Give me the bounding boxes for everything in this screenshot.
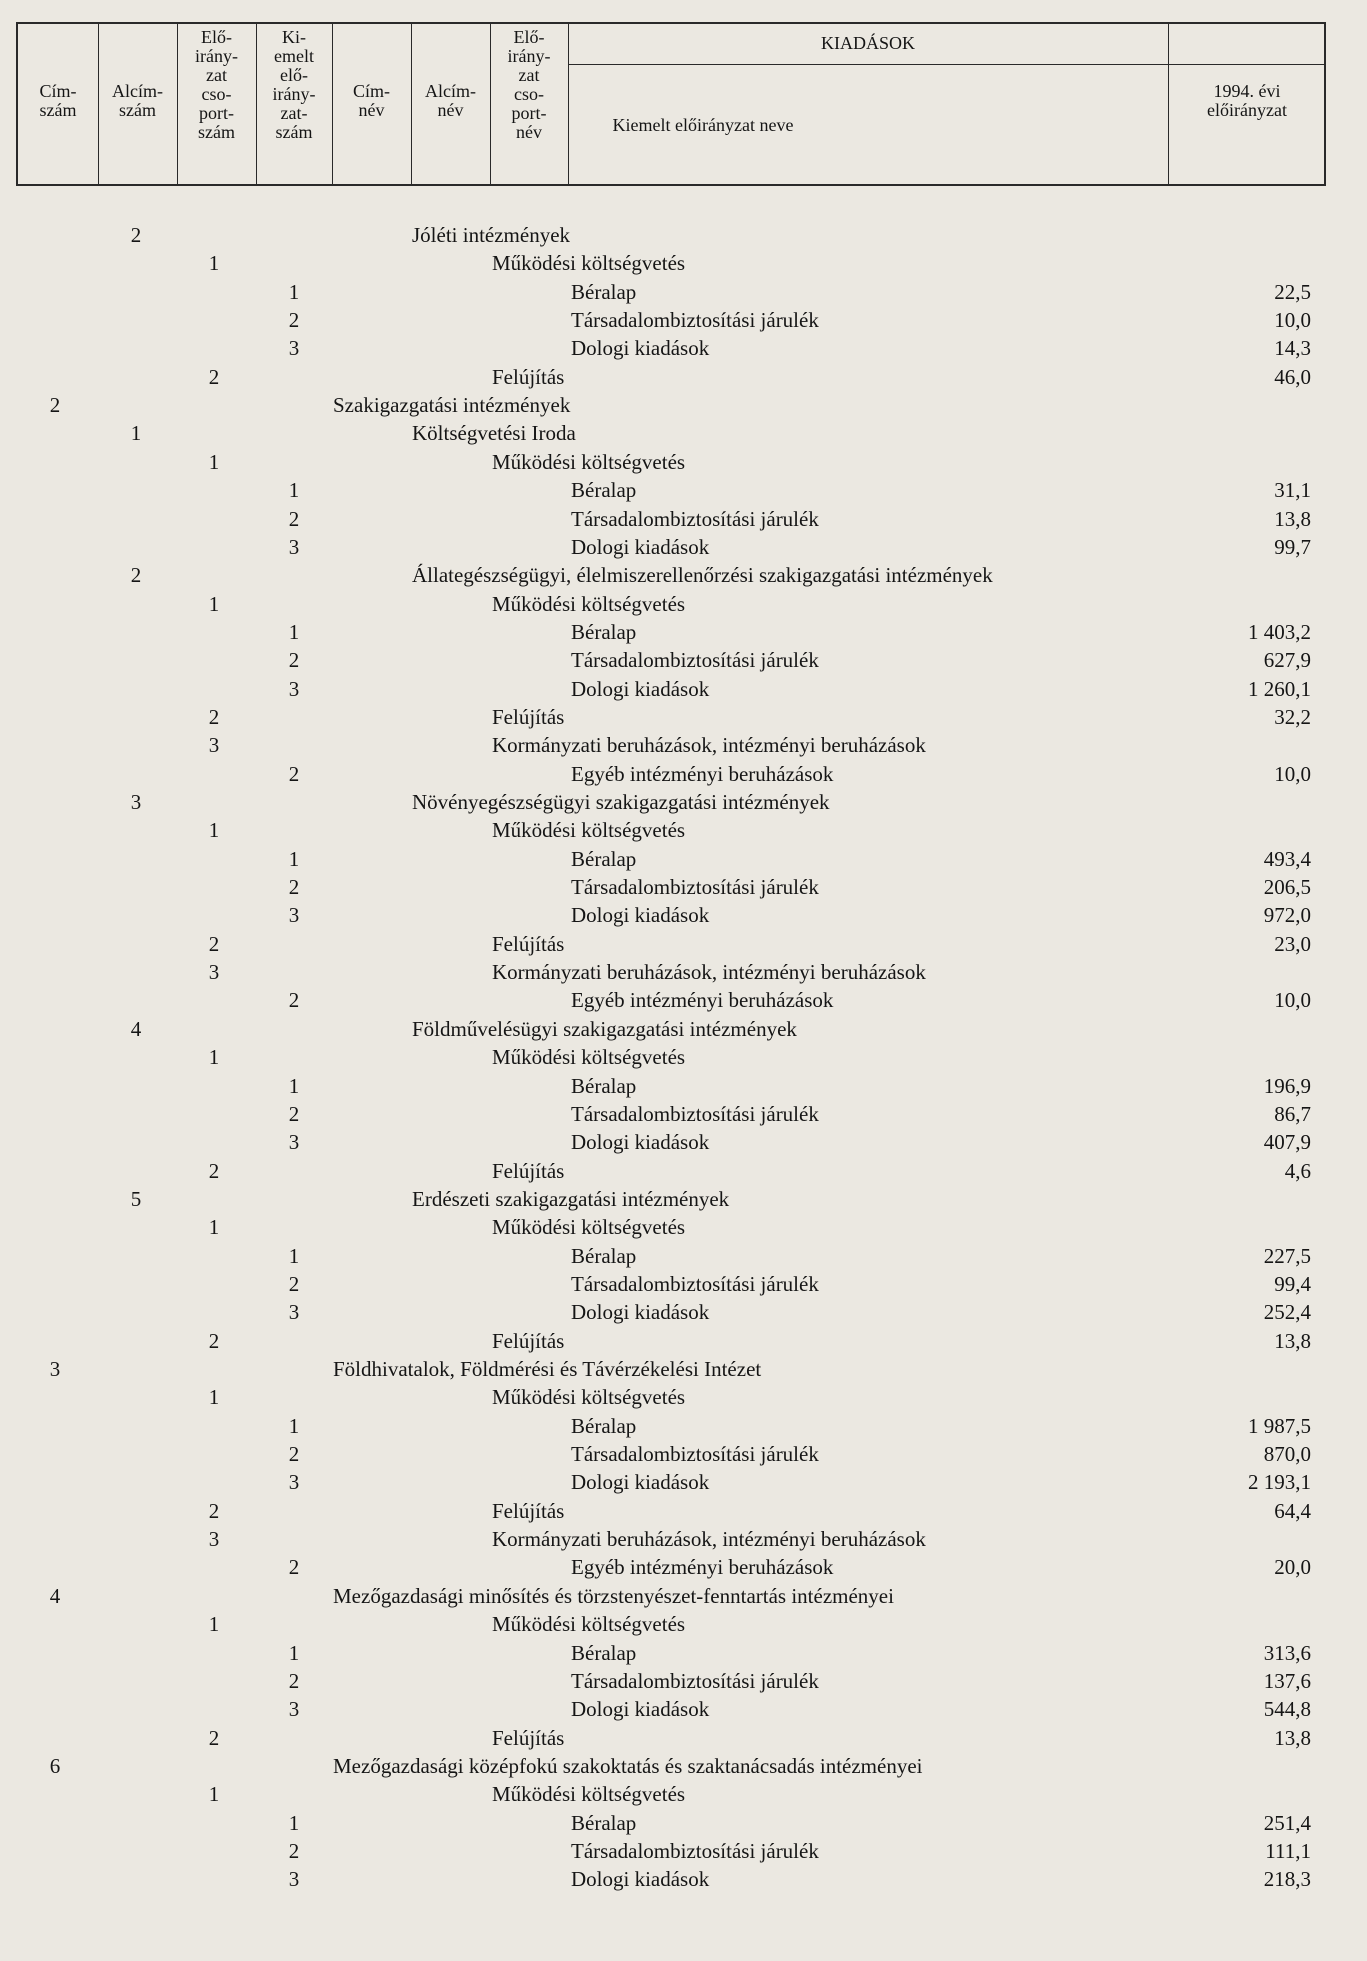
row-value: 313,6	[1263, 1640, 1311, 1665]
table-row	[0, 675, 1367, 703]
row-code: 2	[208, 364, 220, 389]
row-name: Földhivatalok, Földmérési és Távérzékelési Intézet	[333, 1357, 762, 1381]
row-name: Földművelésügyi szakigazgatási intézmények	[412, 1016, 797, 1041]
row-value: 1 987,5	[1248, 1413, 1311, 1438]
table-row	[0, 1724, 1367, 1752]
row-name: Társadalombiztosítási járulék	[571, 1838, 819, 1863]
table-row	[0, 1667, 1367, 1695]
row-name: Béralap	[571, 1073, 637, 1098]
table-row	[0, 1100, 1367, 1128]
row-value: 99,4	[1274, 1271, 1311, 1296]
row-code: 3	[288, 1867, 300, 1892]
row-value: 196,9	[1263, 1073, 1311, 1098]
row-code: 2	[130, 223, 142, 247]
table-row	[0, 1072, 1367, 1100]
row-value: 13,8	[1274, 506, 1311, 531]
row-value: 31,1	[1274, 478, 1311, 503]
table-row	[0, 363, 1367, 391]
row-name: Dologi kiadások	[571, 1867, 710, 1892]
row-code: 2	[288, 1555, 300, 1580]
row-code: 5	[130, 1186, 142, 1211]
table-row	[0, 1128, 1367, 1156]
table-row	[0, 561, 1367, 589]
header-1994-evi-eloiranyzat: 1994. évi előirányzat	[1207, 81, 1287, 120]
row-code: 1	[288, 1640, 300, 1665]
row-code: 2	[288, 1101, 300, 1126]
table-row	[0, 1695, 1367, 1723]
row-value: 4,6	[1284, 1158, 1311, 1183]
table-header	[16, 22, 1326, 186]
row-value: 218,3	[1263, 1867, 1311, 1892]
table-row	[0, 391, 1367, 419]
row-value: 10,0	[1274, 988, 1311, 1013]
table-row	[0, 476, 1367, 504]
row-code: 3	[288, 676, 300, 701]
table-row	[0, 873, 1367, 901]
table-row	[0, 1043, 1367, 1071]
row-value: 86,7	[1274, 1101, 1311, 1126]
table-row	[0, 448, 1367, 476]
table-row	[0, 986, 1367, 1014]
row-code: 1	[208, 1215, 220, 1240]
row-code: 1	[288, 1073, 300, 1098]
table-row	[0, 1553, 1367, 1581]
row-value: 10,0	[1274, 761, 1311, 786]
header-kiemelt-eloiranyzat-szam: Ki- emelt elő- irány- zat- szám	[272, 27, 316, 142]
row-code: 1	[288, 1243, 300, 1268]
row-value: 46,0	[1274, 364, 1311, 389]
row-code: 1	[288, 1810, 300, 1835]
table-row	[0, 249, 1367, 277]
row-code: 3	[288, 1697, 300, 1722]
row-name: Egyéb intézményi beruházások	[571, 1555, 834, 1580]
header-alcim-szam: Alcím- szám	[112, 81, 163, 120]
row-name: Dologi kiadások	[571, 534, 710, 559]
row-code: 1	[208, 1385, 220, 1410]
table-row	[0, 1497, 1367, 1525]
row-value: 13,8	[1274, 1725, 1311, 1750]
row-code: 2	[208, 931, 220, 956]
row-code: 2	[208, 1158, 220, 1183]
header-cim-szam: Cím- szám	[39, 81, 77, 120]
table-row	[0, 1582, 1367, 1610]
row-value: 627,9	[1263, 648, 1311, 673]
row-code: 2	[288, 875, 300, 900]
table-row	[0, 1865, 1367, 1893]
row-name: Társadalombiztosítási járulék	[571, 506, 819, 531]
row-name: Kormányzati beruházások, intézményi beruházások	[492, 1527, 926, 1552]
table-row	[0, 221, 1367, 249]
row-name: Erdészeti szakigazgatási intézmények	[412, 1186, 730, 1211]
row-name: Felújítás	[492, 704, 565, 729]
table-row	[0, 703, 1367, 731]
row-name: Működési költségvetés	[492, 251, 686, 276]
row-code: 2	[288, 1838, 300, 1863]
row-name: Dologi kiadások	[571, 676, 710, 701]
row-value: 252,4	[1263, 1300, 1311, 1325]
table-row	[0, 278, 1367, 306]
row-code: 3	[288, 1300, 300, 1325]
row-name: Felújítás	[492, 1498, 565, 1523]
row-code: 1	[130, 421, 142, 446]
table-row	[0, 334, 1367, 362]
row-name: Költségvetési Iroda	[412, 421, 576, 446]
row-code: 4	[130, 1016, 142, 1041]
row-name: Kormányzati beruházások, intézményi beruházások	[492, 960, 926, 985]
row-name: Társadalombiztosítási járulék	[571, 1442, 819, 1467]
row-name: Működési költségvetés	[492, 1215, 686, 1240]
header-alcim-nev: Alcím- név	[425, 81, 476, 120]
row-code: 2	[288, 308, 300, 333]
table-row	[0, 958, 1367, 986]
row-name: Működési költségvetés	[492, 818, 686, 843]
table-row	[0, 646, 1367, 674]
row-name: Felújítás	[492, 1328, 565, 1353]
table-row	[0, 731, 1367, 759]
row-code: 1	[288, 619, 300, 644]
row-value: 544,8	[1263, 1697, 1311, 1722]
row-code: 1	[288, 846, 300, 871]
row-code: 2	[208, 704, 220, 729]
row-value: 111,1	[1265, 1838, 1311, 1863]
table-row	[0, 1837, 1367, 1865]
table-row	[0, 1242, 1367, 1270]
row-code: 1	[208, 449, 220, 474]
row-value: 1 403,2	[1248, 619, 1311, 644]
row-name: Szakigazgatási intézmények	[333, 393, 571, 418]
row-name: Béralap	[571, 846, 637, 871]
table-row	[0, 1780, 1367, 1808]
row-name: Dologi kiadások	[571, 336, 710, 361]
row-name: Növényegészségügyi szakigazgatási intézmények	[412, 790, 830, 814]
table-row	[0, 1213, 1367, 1241]
row-value: 2 193,1	[1248, 1470, 1311, 1495]
row-value: 14,3	[1274, 336, 1311, 361]
row-code: 1	[288, 279, 300, 304]
row-name: Béralap	[571, 1243, 637, 1268]
row-value: 32,2	[1274, 704, 1311, 729]
row-code: 3	[288, 903, 300, 928]
row-code: 3	[208, 733, 220, 758]
row-name: Mezőgazdasági középfokú szakoktatás és szaktanácsadás intézményei	[333, 1753, 923, 1778]
row-code: 1	[208, 591, 220, 616]
table-row	[0, 901, 1367, 929]
header-cim-nev: Cím- név	[352, 81, 390, 120]
row-name: Felújítás	[492, 364, 565, 389]
row-code: 2	[208, 1498, 220, 1523]
table-row	[0, 1610, 1367, 1638]
row-code: 3	[288, 336, 300, 361]
row-value: 64,4	[1274, 1498, 1311, 1523]
row-code: 1	[208, 251, 220, 276]
row-name: Felújítás	[492, 931, 565, 956]
row-name: Béralap	[571, 1413, 637, 1438]
header-kiemelt-eloiranyzat-neve: Kiemelt előirányzat neve	[612, 115, 794, 135]
table-row	[0, 1327, 1367, 1355]
row-name: Társadalombiztosítási járulék	[571, 1101, 819, 1126]
row-name: Egyéb intézményi beruházások	[571, 988, 834, 1013]
row-name: Társadalombiztosítási járulék	[571, 1668, 819, 1693]
row-name: Működési költségvetés	[492, 1782, 686, 1807]
table-row	[0, 845, 1367, 873]
row-value: 99,7	[1274, 534, 1311, 559]
table-row	[0, 1383, 1367, 1411]
row-code: 3	[288, 1470, 300, 1495]
row-value: 407,9	[1263, 1130, 1311, 1155]
row-name: Béralap	[571, 1640, 637, 1665]
row-code: 3	[49, 1357, 61, 1381]
row-name: Felújítás	[492, 1725, 565, 1750]
row-name: Társadalombiztosítási járulék	[571, 1271, 819, 1296]
table-row	[0, 533, 1367, 561]
row-value: 137,6	[1263, 1668, 1311, 1693]
header-eloiranyzat-csoport-szam: Elő- irány- zat cso- port- szám	[195, 27, 238, 142]
row-name: Béralap	[571, 619, 637, 644]
row-name: Működési költségvetés	[492, 1045, 686, 1070]
table-row	[0, 1468, 1367, 1496]
row-name: Dologi kiadások	[571, 1300, 710, 1325]
row-value: 206,5	[1263, 875, 1311, 900]
row-name: Béralap	[571, 1810, 637, 1835]
table-row	[0, 1015, 1367, 1043]
table-row	[0, 760, 1367, 788]
row-name: Dologi kiadások	[571, 1697, 710, 1722]
row-name: Működési költségvetés	[492, 591, 686, 616]
row-name: Béralap	[571, 478, 637, 503]
row-name: Társadalombiztosítási járulék	[571, 308, 819, 333]
table-row	[0, 1298, 1367, 1326]
row-code: 2	[208, 1328, 220, 1353]
table-row	[0, 505, 1367, 533]
row-name: Dologi kiadások	[571, 1470, 710, 1495]
row-name: Kormányzati beruházások, intézményi beruházások	[492, 733, 926, 758]
table-row	[0, 618, 1367, 646]
row-name: Dologi kiadások	[571, 1130, 710, 1155]
table-row	[0, 1440, 1367, 1468]
table-row	[0, 816, 1367, 844]
row-code: 1	[208, 1782, 220, 1807]
row-code: 2	[49, 393, 61, 418]
row-code: 1	[288, 1413, 300, 1438]
row-code: 2	[208, 1725, 220, 1750]
row-value: 20,0	[1274, 1555, 1311, 1580]
row-code: 4	[49, 1583, 61, 1608]
row-value: 1 260,1	[1248, 676, 1311, 701]
row-code: 2	[288, 506, 300, 531]
row-code: 2	[288, 1442, 300, 1467]
row-value: 493,4	[1263, 846, 1311, 871]
table-row	[0, 1270, 1367, 1298]
row-code: 1	[208, 818, 220, 843]
row-value: 870,0	[1263, 1442, 1311, 1467]
row-name: Működési költségvetés	[492, 1385, 686, 1410]
table-row	[0, 1185, 1367, 1213]
table-row	[0, 419, 1367, 447]
table-row	[0, 1157, 1367, 1185]
row-name: Működési költségvetés	[492, 1612, 686, 1637]
row-code: 2	[288, 988, 300, 1013]
header-kiadasok: KIADÁSOK	[821, 33, 915, 53]
table-row	[0, 306, 1367, 334]
row-name: Működési költségvetés	[492, 449, 686, 474]
table-row	[0, 1355, 1367, 1383]
row-code: 3	[208, 960, 220, 985]
row-name: Dologi kiadások	[571, 903, 710, 928]
row-code: 2	[288, 648, 300, 673]
row-code: 3	[208, 1527, 220, 1552]
table-row	[0, 1639, 1367, 1667]
row-name: Egyéb intézményi beruházások	[571, 761, 834, 786]
header-eloiranyzat-csoport-nev: Elő- irány- zat cso- port- név	[507, 27, 551, 142]
table-row	[0, 930, 1367, 958]
row-code: 2	[288, 1271, 300, 1296]
row-name: Társadalombiztosítási járulék	[571, 875, 819, 900]
row-value: 13,8	[1274, 1328, 1311, 1353]
table-row	[0, 1525, 1367, 1553]
table-row	[0, 1752, 1367, 1780]
row-name: Béralap	[571, 279, 637, 304]
row-code: 1	[288, 478, 300, 503]
row-code: 6	[49, 1753, 61, 1778]
row-code: 1	[208, 1612, 220, 1637]
row-name: Jóléti intézmények	[412, 223, 571, 247]
row-value: 23,0	[1274, 931, 1311, 956]
row-code: 2	[288, 1668, 300, 1693]
row-value: 251,4	[1263, 1810, 1311, 1835]
row-code: 3	[288, 1130, 300, 1155]
row-name: Állategészségügyi, élelmiszerellenőrzési szakigazgatási intézmények	[412, 563, 993, 588]
row-code: 2	[130, 563, 142, 588]
row-name: Mezőgazdasági minősítés és törzstenyészet-fenntartás intézményei	[333, 1583, 894, 1608]
table-row	[0, 1809, 1367, 1837]
row-value: 10,0	[1274, 308, 1311, 333]
row-code: 1	[208, 1045, 220, 1070]
table-row	[0, 1412, 1367, 1440]
row-name: Felújítás	[492, 1158, 565, 1183]
row-code: 3	[130, 790, 142, 814]
table-row	[0, 788, 1367, 816]
row-code: 3	[288, 534, 300, 559]
row-code: 2	[288, 761, 300, 786]
row-value: 22,5	[1274, 279, 1311, 304]
table-row	[0, 590, 1367, 618]
row-value: 227,5	[1263, 1243, 1311, 1268]
row-name: Társadalombiztosítási járulék	[571, 648, 819, 673]
row-value: 972,0	[1263, 903, 1311, 928]
